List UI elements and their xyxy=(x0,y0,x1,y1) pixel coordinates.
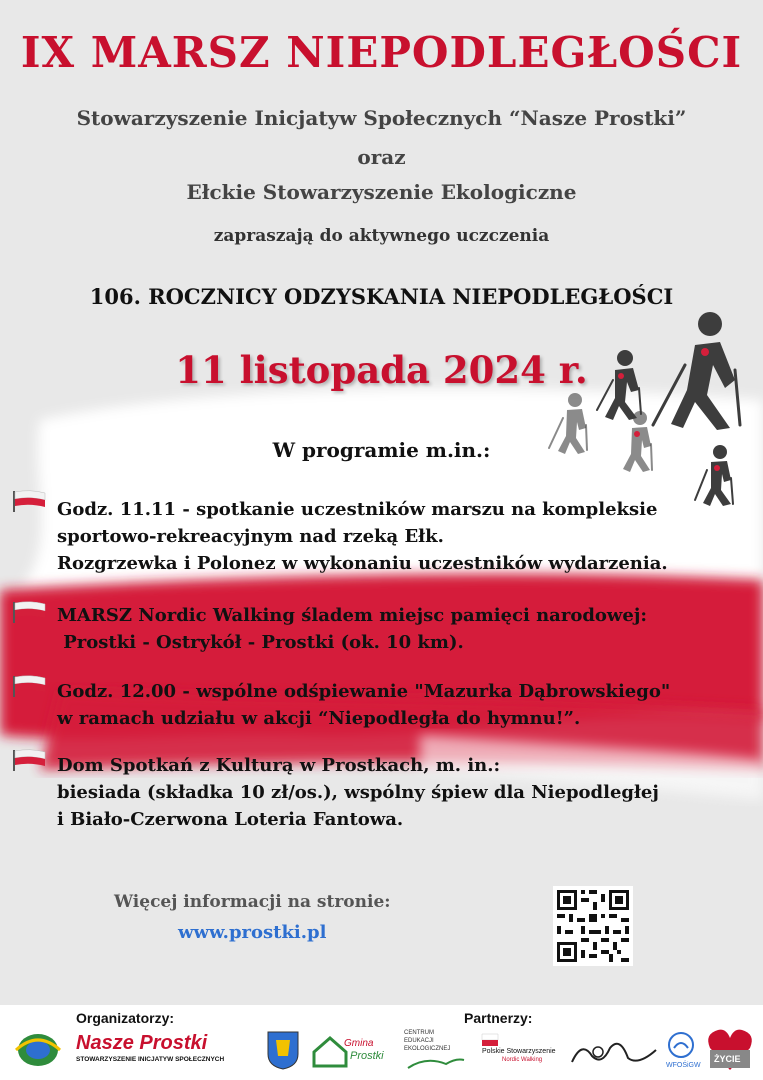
polish-flag-icon xyxy=(12,601,46,623)
programme-item-4-line-3: i Biało-Czerwona Loteria Fantowa. xyxy=(57,809,404,830)
gmina-text: Gmina xyxy=(344,1038,374,1049)
organizer-1: Stowarzyszenie Inicjatyw Społecznych “Nasze Prostki” xyxy=(76,106,687,130)
programme-item-4-line-1: Dom Spotkań z Kulturą w Prostkach, m. in.: xyxy=(57,755,501,776)
invite-text: zapraszają do aktywnego uczczenia xyxy=(213,226,550,246)
programme-item-2-line-1: MARSZ Nordic Walking śladem miejsc pamięci narodowej: xyxy=(57,605,648,626)
poster-title: IX MARSZ NIEPODLEGŁOŚCI xyxy=(20,28,743,77)
nasze-prostki-logo xyxy=(76,1032,226,1072)
programme-item-4 xyxy=(57,752,747,833)
polskie-stowarzyszenie-logo xyxy=(480,1032,558,1072)
qr-code[interactable] xyxy=(553,886,633,966)
programme-item-1-line-1: Godz. 11.11 - spotkanie uczestników marszu na kompleksie xyxy=(57,499,658,520)
pstw-text: Polskie Stowarzyszenie xyxy=(482,1048,556,1055)
flag-icon xyxy=(480,1032,500,1048)
programme-item-3-line-1: Godz. 12.00 - wspólne odśpiewanie "Mazurka Dąbrowskiego" xyxy=(57,681,671,702)
more-info-label: Więcej informacji na stronie: xyxy=(114,892,391,912)
programme-item-2-line-2: Prostki - Ostrykół - Prostki (ok. 10 km). xyxy=(57,632,464,653)
nasze-prostki-logo-subtitle: STOWARZYSZENIE INICJATYW SPOŁECZNYCH xyxy=(76,1056,225,1063)
zycie-text: ŻYCIE xyxy=(714,1054,741,1064)
programme-item-2 xyxy=(57,602,747,656)
pstw-text-2: Nordic Walking xyxy=(502,1057,543,1063)
wfosigw-logo xyxy=(666,1030,702,1074)
nasze-prostki-logo-text: Nasze Prostki xyxy=(76,1032,208,1054)
gmina-prostki-logo xyxy=(310,1030,396,1072)
anniversary-heading: 106. ROCZNICY ODZYSKANIA NIEPODLEGŁOŚCI xyxy=(89,284,674,309)
gmina-prostki-text: Prostki xyxy=(350,1050,384,1062)
centrum-edukacji-logo xyxy=(404,1030,470,1074)
conjunction: oraz xyxy=(357,145,406,169)
signature-logo xyxy=(568,1032,660,1072)
event-date: 11 listopada 2024 r. xyxy=(175,348,588,392)
programme-item-1-line-3: Rozgrzewka i Polonez w wykonaniu uczestników wydarzenia. xyxy=(57,553,668,574)
programme-item-1 xyxy=(57,496,747,577)
ecological-association-logo xyxy=(10,1026,66,1070)
wave-icon xyxy=(666,1030,696,1060)
polish-flag-icon xyxy=(12,490,46,512)
programme-heading: W programie m.in.: xyxy=(272,438,491,462)
organizers-label: Organizatorzy: xyxy=(76,1010,175,1026)
partners-label: Partnerzy: xyxy=(464,1010,533,1026)
heart-icon xyxy=(704,1024,756,1074)
zycie-logo xyxy=(704,1024,756,1074)
centrum-text-2: EDUKACJI xyxy=(404,1038,434,1044)
programme-item-3-line-2: w ramach udziału w akcji “Niepodległa do hymnu!”. xyxy=(57,708,581,729)
website-link[interactable]: www.prostki.pl xyxy=(178,922,327,943)
organizer-2: Ełckie Stowarzyszenie Ekologiczne xyxy=(186,180,577,204)
wfos-text: WFOŚiGW xyxy=(666,1062,701,1069)
leaf-icon xyxy=(406,1054,466,1072)
centrum-text-3: EKOLOGICZNEJ xyxy=(404,1046,451,1052)
nordic-walkers-illustration xyxy=(535,310,760,510)
programme-item-1-line-2: sportowo-rekreacyjnym nad rzeką Ełk. xyxy=(57,526,444,547)
polish-flag-icon xyxy=(12,749,46,771)
polish-flag-icon xyxy=(12,675,46,697)
programme-item-4-line-2: biesiada (składka 10 zł/os.), wspólny śpiew dla Niepodległej xyxy=(57,782,659,803)
programme-item-3 xyxy=(57,678,747,732)
house-icon xyxy=(310,1030,350,1070)
coat-of-arms-icon xyxy=(266,1030,300,1070)
centrum-text-1: CENTRUM xyxy=(404,1030,434,1036)
